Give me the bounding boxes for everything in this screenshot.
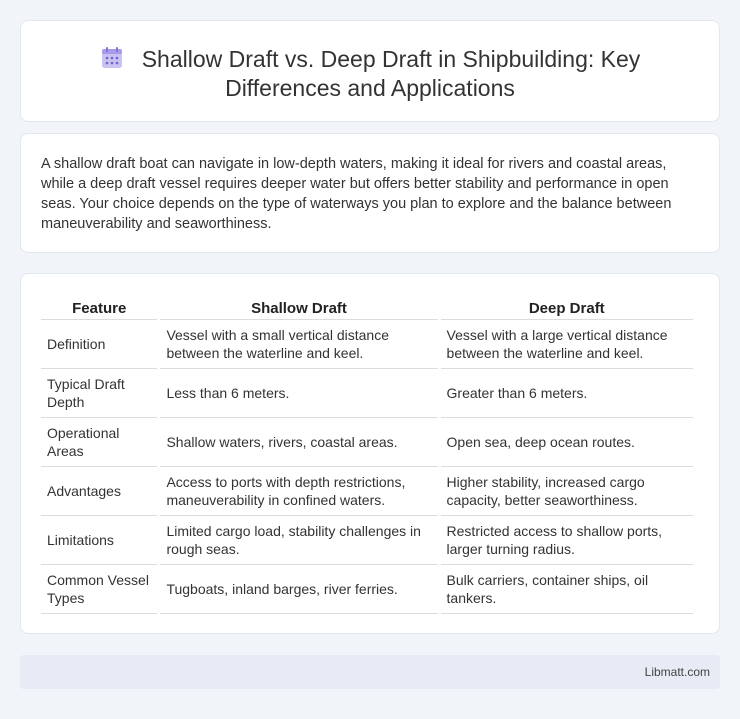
comparison-table <box>38 294 696 614</box>
comparison-table-card <box>20 273 720 634</box>
intro-paragraph: A shallow draft boat can navigate in low-depth waters, making it ideal for rivers and coastal areas, while a deep draft vessel requires deeper water but offers better stability and performance in open seas. Your choice depends on the type of waterways you plan to explore and the balance between maneuverability and seaworthiness. <box>41 156 672 232</box>
table-row <box>41 418 693 467</box>
header-feature: Feature <box>41 294 157 320</box>
feature-cell: Limitations <box>41 516 157 565</box>
table-row <box>41 369 693 418</box>
header-shallow-draft: Shallow Draft <box>160 294 437 320</box>
deep-cell: Higher stability, increased cargo capacity, better seaworthiness. <box>441 467 693 516</box>
feature-cell: Typical Draft Depth <box>41 369 157 418</box>
feature-cell: Definition <box>41 320 157 369</box>
calendar-icon <box>100 46 124 70</box>
footer-bar <box>20 655 720 689</box>
title-line-1: Shallow Draft vs. Deep Draft in Shipbuilding: Key <box>141 46 641 72</box>
shallow-cell: Vessel with a small vertical distance between the waterline and keel. <box>160 320 437 369</box>
table-row <box>41 565 693 614</box>
deep-cell: Open sea, deep ocean routes. <box>441 418 693 467</box>
feature-cell: Common Vessel Types <box>41 565 157 614</box>
title-line-2: Differences and Applications <box>225 75 515 101</box>
title-card <box>20 20 720 122</box>
deep-cell: Restricted access to shallow ports, larger turning radius. <box>441 516 693 565</box>
header-deep-draft: Deep Draft <box>441 294 693 320</box>
page-title <box>21 45 719 103</box>
shallow-cell: Tugboats, inland barges, river ferries. <box>160 565 437 614</box>
deep-cell: Greater than 6 meters. <box>441 369 693 418</box>
table-row <box>41 320 693 369</box>
shallow-cell: Shallow waters, rivers, coastal areas. <box>160 418 437 467</box>
deep-cell: Bulk carriers, container ships, oil tankers. <box>441 565 693 614</box>
feature-cell: Operational Areas <box>41 418 157 467</box>
intro-card <box>20 133 720 253</box>
footer-brand-link[interactable]: Libmatt.com <box>644 665 710 679</box>
table-header-row <box>41 294 693 320</box>
table-row <box>41 516 693 565</box>
feature-cell: Advantages <box>41 467 157 516</box>
shallow-cell: Less than 6 meters. <box>160 369 437 418</box>
deep-cell: Vessel with a large vertical distance between the waterline and keel. <box>441 320 693 369</box>
table-row <box>41 467 693 516</box>
shallow-cell: Access to ports with depth restrictions, maneuverability in confined waters. <box>160 467 437 516</box>
shallow-cell: Limited cargo load, stability challenges in rough seas. <box>160 516 437 565</box>
